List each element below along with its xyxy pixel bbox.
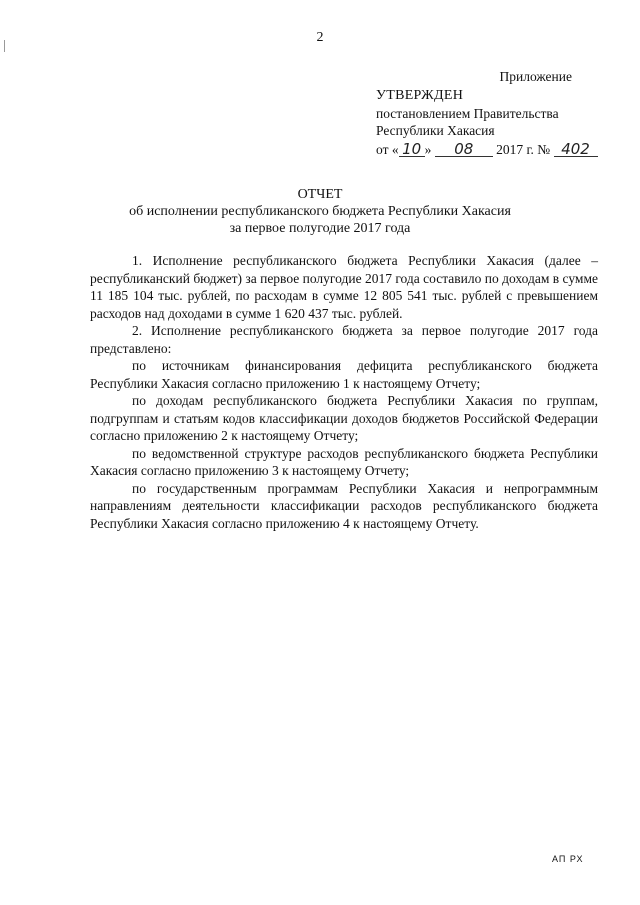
paragraph-2: 2. Исполнение республиканского бюджета за первое полугодие 2017 года представлено: [90, 323, 598, 356]
paragraph-1: 1. Исполнение республиканского бюджета Республики Хакасия (далее – республиканский бюджет) за первое полугодие 2017 года составило по доходам в сумме 11 185 104 тыс. рублей, по расходам в сумме 12 805 541 тыс. рублей с превышением расходов над доходами в сумме 1 620 437 тыс. рублей. [90, 253, 598, 321]
approved-heading: УТВЕРЖДЕН [376, 88, 464, 103]
approval-date-line [376, 141, 616, 158]
date-year-text: 2017 г. № [496, 142, 551, 157]
paragraph-5: по ведомственной структуре расходов республиканского бюджета Республики Хакасия согласно приложению 3 к настоящему Отчету; [90, 445, 598, 478]
date-mid: » [424, 142, 432, 157]
report-title-line-1: ОТЧЕТ [297, 187, 343, 202]
report-title-line-3: за первое полугодие 2017 года [229, 221, 411, 236]
date-day-handwritten: 10 [399, 142, 425, 157]
page-number: 2 [316, 30, 324, 45]
footer-code: АП РХ [552, 854, 584, 864]
date-month-handwritten: 08 [435, 142, 493, 157]
date-prefix: от « [376, 142, 399, 157]
report-title [0, 186, 640, 237]
approval-block [376, 68, 616, 158]
approval-line-1: постановлением Правительства [376, 106, 559, 121]
approval-line-2: Республики Хакасия [376, 123, 495, 138]
paragraph-6: по государственным программам Республики Хакасия и непрограммным направлениям деятельности классификации расходов республиканского бюджета Республики Хакасия согласно приложению 4 к настоящему Отчету. [90, 480, 598, 531]
appendix-label: Приложение [499, 69, 572, 84]
paragraph-3: по источникам финансирования дефицита республиканского бюджета Республики Хакасия согласно приложению 1 к настоящему Отчету; [90, 358, 598, 391]
decree-number-handwritten: 402 [554, 142, 598, 157]
paragraph-4: по доходам республиканского бюджета Республики Хакасия по группам, подгруппам и статьям кодов классификации доходов бюджетов Российской Федерации согласно приложению 2 к настоящему Отчету; [90, 393, 598, 443]
report-title-line-2: об исполнении республиканского бюджета Республики Хакасия [129, 204, 511, 219]
report-body [90, 252, 598, 532]
